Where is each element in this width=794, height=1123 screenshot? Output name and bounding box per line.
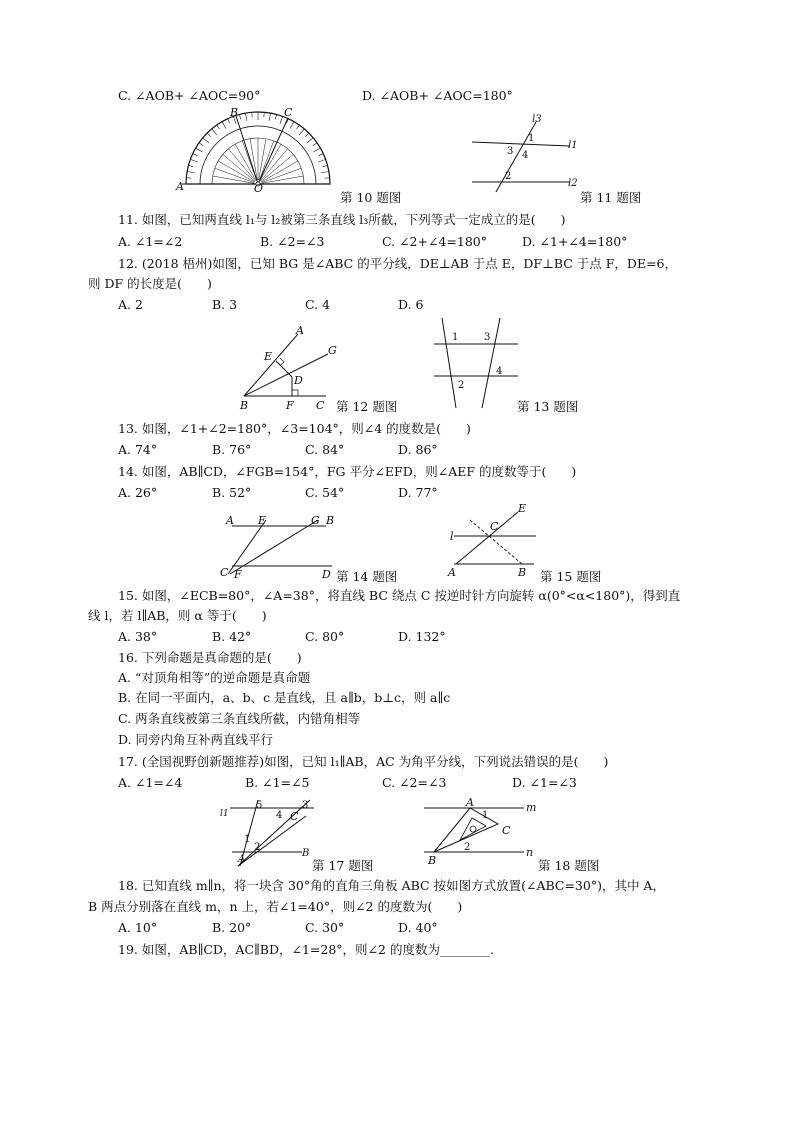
figure-13-lines [432, 316, 522, 412]
q11-option-b: B. ∠2=∠3 [260, 234, 325, 249]
q17-option-d: D. ∠1=∠3 [512, 775, 577, 790]
fig14-label-c: C [220, 566, 229, 579]
fig10-label-b: B [230, 106, 239, 119]
fig13-angle-4: 4 [496, 366, 503, 377]
q11-option-a: A. ∠1=∠2 [118, 234, 183, 249]
protractor-tick [217, 125, 220, 129]
fig15-label-l: l [450, 530, 454, 543]
protractor-tick [190, 159, 198, 162]
q9-option-c: C. ∠AOB+ ∠AOC=90° [118, 88, 261, 103]
fig17-angle-2: 2 [254, 842, 261, 853]
protractor-tick [275, 114, 276, 119]
fig11-angle-4: 4 [522, 150, 529, 161]
protractor-tick [323, 165, 328, 166]
fig11-angle-2: 2 [505, 171, 512, 182]
q17-stem: 17. (全国视野创新题推荐)如图，已知 l₁∥AB，AC 为角平分线，下列说法错误的是( ) [118, 754, 609, 769]
protractor-tick [313, 143, 317, 146]
fig10-label-c: C [284, 106, 293, 119]
q12-stem-line2: 则 DF 的长度是( ) [88, 276, 212, 291]
q18-option-a: A. 10° [118, 920, 158, 935]
protractor-tick [199, 143, 203, 146]
protractor-spoke [250, 139, 257, 180]
fig12-label-e: E [264, 350, 273, 363]
fig17-label-b: B [302, 848, 310, 859]
fig14-label-b: B [326, 514, 335, 527]
fig12-label-b: B [240, 399, 249, 412]
q19-stem: 19. 如图，AB∥CD，AC∥BD，∠1=28°，则∠2 的度数为________. [118, 942, 494, 957]
protractor-tick [239, 114, 240, 119]
fig14-label-e: E [258, 514, 267, 527]
q11-option-d: D. ∠1+∠4=180° [522, 234, 628, 249]
fig15-label-e: E [518, 502, 527, 515]
q16-option-d: D. 同旁内角互补两直线平行 [118, 732, 274, 747]
protractor-tick [305, 133, 309, 137]
fig12-label-c: C [316, 399, 325, 412]
q11-option-c: C. ∠2+∠4=180° [382, 234, 487, 249]
protractor-tick [196, 148, 203, 152]
q16-option-c: C. 两条直线被第三条直线所截，内错角相等 [118, 711, 361, 726]
fig13-angle-2: 2 [458, 380, 465, 391]
fig18-label-b: B [428, 854, 437, 867]
q16-stem: 16. 下列命题是真命题的是( ) [118, 650, 302, 665]
fig18-label-a: A [466, 796, 474, 809]
protractor-tick [245, 113, 246, 121]
fig10-label-o: O [254, 182, 264, 195]
q15-stem-line2: 线 l，若 l∥AB，则 α 等于( ) [88, 608, 267, 623]
q17-option-a: A. ∠1=∠4 [118, 775, 183, 790]
q17-option-c: C. ∠2=∠3 [382, 775, 447, 790]
figure-18-triangle [424, 796, 544, 870]
q12-stem-line1: 12. (2018 梧州)如图，已知 BG 是∠ABC 的平分线，DE⊥AB 于点 E，DF⊥BC 于点 F，DE=6， [118, 256, 678, 271]
fig11-label-l1: l1 [568, 140, 578, 151]
protractor-spoke [213, 176, 254, 183]
figure-14-parallel [222, 508, 342, 584]
fig17-label-c: C [290, 810, 299, 823]
protractor-spoke [262, 176, 303, 183]
fig15-caption: 第 15 题图 [540, 569, 602, 584]
q12-option-c: C. 4 [305, 297, 331, 312]
q15-option-b: B. 42° [212, 629, 252, 644]
q14-option-d: D. 77° [398, 485, 438, 500]
protractor-tick [296, 125, 299, 129]
q18-option-b: B. 20° [212, 920, 252, 935]
fig11-caption: 第 11 题图 [580, 190, 642, 205]
protractor-tick [207, 133, 211, 137]
q18-option-d: D. 40° [398, 920, 438, 935]
fig14-label-d: D [322, 568, 331, 581]
fig17-angle-3: 3 [302, 800, 309, 811]
fig15-label-b: B [518, 566, 527, 579]
fig12-label-d: D [294, 374, 303, 387]
protractor-tick [187, 171, 195, 172]
protractor-spoke [261, 149, 288, 181]
fig18-angle-1: 1 [482, 810, 489, 821]
protractor-tick [290, 122, 294, 129]
fig17-label-l1: l1 [220, 809, 229, 819]
q14-option-b: B. 52° [212, 485, 252, 500]
fig13-angle-3: 3 [484, 332, 491, 343]
q18-stem-line2: B 两点分别落在直线 m，n 上，若∠1=40°，则∠2 的度数为( ) [88, 899, 463, 914]
fig18-label-c: C [502, 824, 511, 837]
protractor-tick [193, 154, 198, 156]
protractor-tick [269, 113, 270, 121]
q14-option-c: C. 54° [305, 485, 345, 500]
q14-option-a: A. 26° [118, 485, 158, 500]
fig17-angle-4: 4 [276, 810, 283, 821]
q13-option-a: A. 74° [118, 442, 158, 457]
q15-option-c: C. 80° [305, 629, 345, 644]
q14-stem: 14. 如图，AB∥CD，∠FGB=154°，FG 平分∠EFD，则∠AEF 的度数等于( ) [118, 464, 577, 479]
fig17-angle-1: 1 [244, 834, 251, 845]
protractor-tick [299, 129, 304, 135]
fig15-label-a: A [448, 566, 456, 579]
q16-option-a: A. “对顶角相等”的逆命题是真命题 [118, 670, 311, 685]
fig12-label-f: F [286, 399, 294, 412]
fig10-caption: 第 10 题图 [340, 190, 402, 205]
q13-option-d: D. 86° [398, 442, 438, 457]
fig14-label-g: G [311, 514, 320, 527]
fig17-label-a: A [238, 854, 246, 865]
fig11-label-l2: l2 [568, 178, 578, 189]
fig13-angle-1: 1 [452, 332, 459, 343]
fig10-label-a: A [176, 180, 184, 193]
figure-12-bisector [236, 320, 346, 412]
figure-15-rotation [448, 500, 544, 584]
fig13-caption: 第 13 题图 [517, 399, 579, 414]
protractor-spoke [261, 154, 293, 181]
q9-option-d: D. ∠AOB+ ∠AOC=180° [362, 88, 513, 103]
fig15-label-c: C [490, 520, 499, 533]
q18-option-c: C. 30° [305, 920, 345, 935]
protractor-tick [203, 138, 209, 143]
q12-option-d: D. 6 [398, 297, 424, 312]
protractor-tick [228, 119, 230, 124]
protractor-tick [188, 165, 193, 166]
protractor-tick [280, 116, 283, 124]
fig11-angle-3: 3 [507, 146, 514, 157]
protractor-tick [319, 154, 324, 156]
fig17-caption: 第 17 题图 [312, 858, 374, 873]
q16-option-b: B. 在同一平面内，a、b、c 是直线，且 a∥b，b⊥c，则 a∥c [118, 690, 451, 705]
protractor-tick [318, 159, 326, 162]
fig12-label-a: A [296, 324, 304, 337]
q13-option-b: B. 76° [212, 442, 252, 457]
q15-option-a: A. 38° [118, 629, 158, 644]
fig11-label-l3: l3 [532, 114, 542, 125]
figure-17-bisector [218, 796, 318, 868]
protractor-tick [313, 148, 320, 152]
q12-option-b: B. 3 [212, 297, 238, 312]
fig18-angle-2: 2 [464, 842, 471, 853]
q18-stem-line1: 18. 已知直线 m∥n，将一块含 30°角的直角三角板 ABC 按如图方式放置(∠ABC=30°)，其中 A， [118, 878, 665, 893]
protractor-tick [321, 171, 329, 172]
fig12-label-g: G [328, 344, 337, 357]
q12-option-a: A. 2 [118, 297, 143, 312]
q11-stem: 11. 如图，已知两直线 l₁与 l₂被第三条直线 l₃所截，下列等式一定成立的是( ) [118, 212, 566, 227]
q15-option-d: D. 132° [398, 629, 446, 644]
fig18-caption: 第 18 题图 [538, 858, 600, 873]
q13-option-c: C. 84° [305, 442, 345, 457]
fig14-label-f: F [234, 568, 242, 581]
figure-11-lines [470, 112, 590, 192]
fig14-label-a: A [226, 514, 234, 527]
q17-option-b: B. ∠1=∠5 [245, 775, 310, 790]
figure-10-protractor [176, 106, 336, 195]
q13-stem: 13. 如图，∠1+∠2=180°，∠3=104°，则∠4 的度数是( ) [118, 421, 471, 436]
protractor-tick [307, 138, 313, 143]
fig12-caption: 第 12 题图 [336, 399, 398, 414]
protractor-tick [212, 129, 217, 135]
q15-stem-line1: 15. 如图，∠ECB=80°，∠A=38°，将直线 BC 绕点 C 按逆时针方向旋转 α(0°<α<180°)，得到直 [118, 588, 681, 603]
fig18-label-n: n [526, 846, 534, 859]
fig14-caption: 第 14 题图 [336, 569, 398, 584]
protractor-tick [222, 122, 226, 129]
fig11-angle-1: 1 [528, 133, 535, 144]
fig17-angle-5: 5 [256, 800, 263, 811]
fig18-label-m: m [526, 801, 537, 814]
